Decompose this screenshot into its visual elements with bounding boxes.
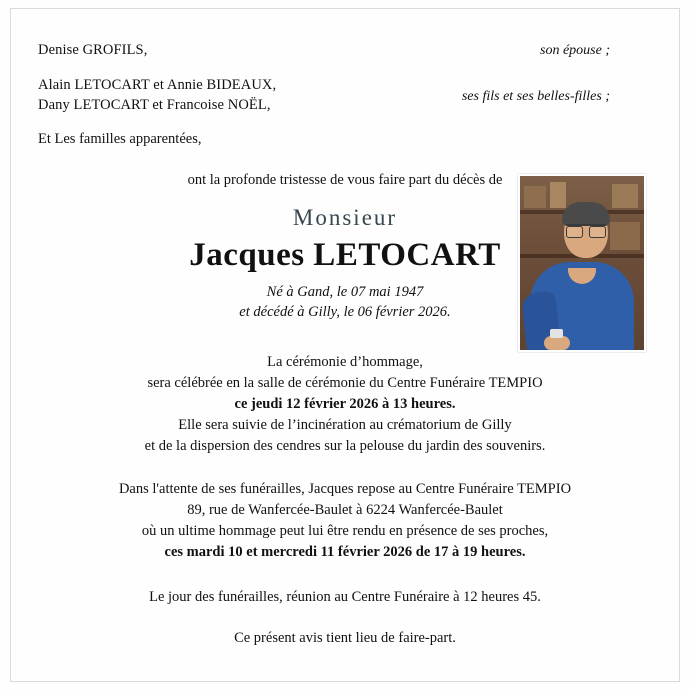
visitation-block xyxy=(38,479,652,563)
ceremony-line-5: et de la dispersion des cendres sur la pelouse du jardin des souvenirs. xyxy=(144,438,546,455)
visitation-address: 89, rue de Wanfercée-Baulet à 6224 Wanfercée-Baulet xyxy=(187,502,503,519)
ceremony-block xyxy=(38,352,652,457)
family-row-spouse xyxy=(38,42,652,59)
death-line: et décédé à Gilly, le 06 février 2026. xyxy=(239,303,451,320)
portrait-hand xyxy=(544,336,570,350)
honorific-title: Monsieur xyxy=(292,205,398,230)
announcement-line: ont la profonde tristesse de vous faire part du décès de xyxy=(187,172,503,188)
family-block xyxy=(38,42,652,148)
portrait-object-a xyxy=(524,186,546,208)
other-families: Et Les familles apparentées, xyxy=(38,131,202,147)
visitation-line-1: Dans l'attente de ses funérailles, Jacques repose au Centre Funéraire TEMPIO xyxy=(118,481,572,498)
spouse-relation: son épouse ; xyxy=(540,43,610,58)
child-name-2: Dany LETOCART et Francoise NOËL, xyxy=(38,97,271,113)
portrait-object-c xyxy=(612,184,638,208)
visitation-line-3: où un ultime hommage peut lui être rendu en présence de ses proches, xyxy=(141,523,549,540)
gathering-line: Le jour des funérailles, réunion au Centre Funéraire à 12 heures 45. xyxy=(149,589,541,606)
child-name-1: Alain LETOCART et Annie BIDEAUX, xyxy=(38,77,277,93)
deceased-name: Jacques LETOCART xyxy=(189,237,501,273)
portrait-glasses xyxy=(566,224,606,237)
ceremony-line-2: sera célébrée en la salle de cérémonie du Centre Funéraire TEMPIO xyxy=(147,375,543,392)
ceremony-line-1: La cérémonie d’hommage, xyxy=(267,354,423,371)
notice-line: Ce présent avis tient lieu de faire-part. xyxy=(234,630,456,647)
ceremony-line-4: Elle sera suivie de l’incinération au crématorium de Gilly xyxy=(178,417,512,434)
birth-line: Né à Gand, le 07 mai 1947 xyxy=(266,284,424,300)
portrait-wristwatch xyxy=(550,329,563,338)
spouse-name: Denise GROFILS, xyxy=(38,42,148,58)
portrait-object-b xyxy=(550,182,566,208)
visitation-hours: ces mardi 10 et mercredi 11 février 2026 de 17 à 19 heures. xyxy=(164,544,526,561)
children-names xyxy=(38,77,276,117)
deceased-portrait-photo xyxy=(518,174,646,352)
portrait-object-d xyxy=(610,222,640,250)
ceremony-date-time: ce jeudi 12 février 2026 à 13 heures. xyxy=(234,396,456,413)
children-relation: ses fils et ses belles-filles ; xyxy=(461,89,610,104)
portrait-hair xyxy=(562,202,610,226)
family-row-children xyxy=(38,77,652,117)
